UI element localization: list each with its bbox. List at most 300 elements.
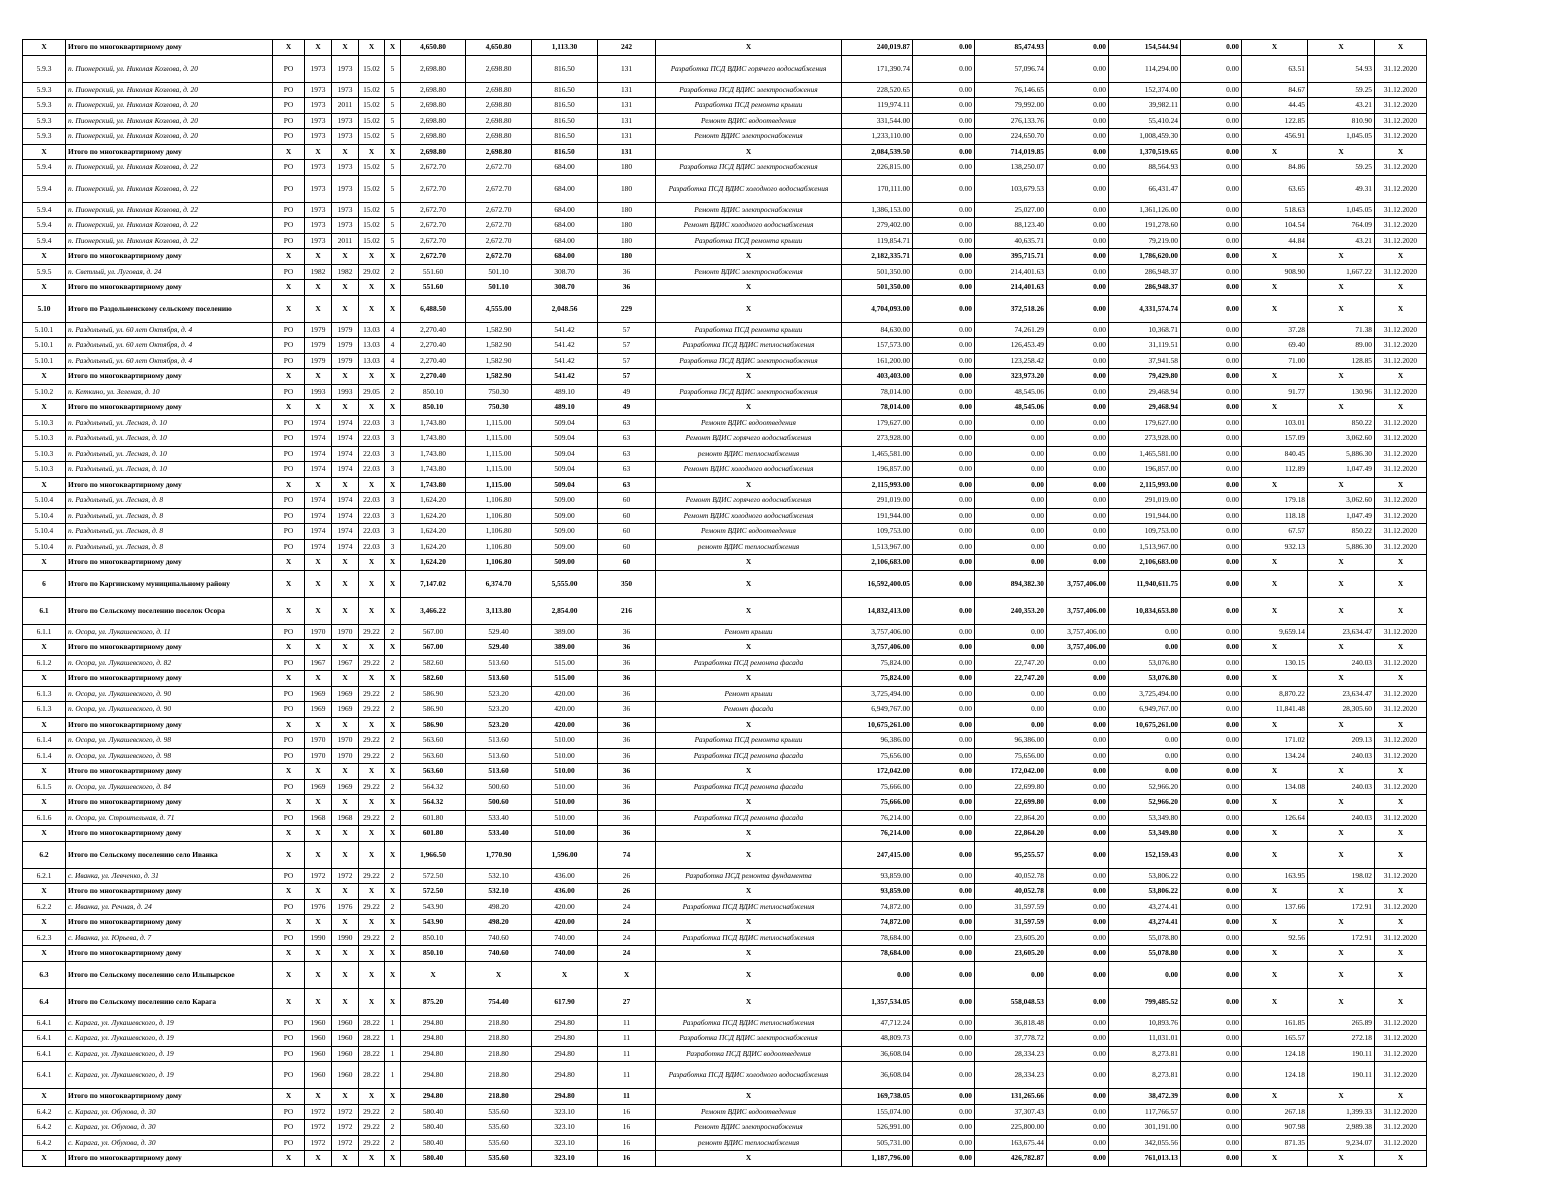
table-cell: ремонт ВДИС теплоснабжения — [656, 1135, 842, 1151]
table-cell: 57,096.74 — [975, 55, 1047, 82]
table-cell: 761,013.13 — [1109, 1151, 1181, 1167]
table-cell: X — [23, 795, 66, 811]
table-cell: 2,698.80 — [401, 129, 466, 145]
table-cell: X — [385, 555, 401, 571]
table-cell: 0.00 — [1047, 1031, 1109, 1047]
table-cell: 0.00 — [975, 555, 1047, 571]
table-row — [23, 1031, 1427, 1047]
table-cell: Разработка ПСД ВДИС теплоснабжения — [656, 930, 842, 946]
table-cell: 1969 — [332, 779, 359, 795]
table-cell: 31.12.2020 — [1375, 810, 1427, 826]
table-cell: 76,214.00 — [842, 826, 913, 842]
table-cell: 22.03 — [359, 415, 385, 431]
table-cell: 0.00 — [1047, 384, 1109, 400]
table-cell: 5,886.30 — [1308, 539, 1375, 555]
table-cell: X — [1375, 764, 1427, 780]
table-row — [23, 160, 1427, 176]
table-cell: 1,370,519.65 — [1109, 144, 1181, 160]
table-cell: 740.00 — [532, 930, 598, 946]
table-cell: 0.00 — [1181, 748, 1242, 764]
table-cell: X — [23, 826, 66, 842]
table-cell: X — [1242, 717, 1308, 733]
table-cell: 75,656.00 — [975, 748, 1047, 764]
table-cell: 0.00 — [913, 322, 975, 338]
table-cell: 294.80 — [401, 1062, 466, 1089]
table-cell: 9,234.07 — [1308, 1135, 1375, 1151]
table-cell: 93,859.00 — [842, 884, 913, 900]
table-cell: 0.00 — [913, 40, 975, 56]
table-cell: 2,698.80 — [466, 113, 532, 129]
table-cell: 0.00 — [1181, 415, 1242, 431]
table-cell: 1973 — [305, 113, 332, 129]
table-cell: X — [332, 1089, 359, 1105]
table-cell: 157.09 — [1242, 431, 1308, 447]
table-cell: 3,757,406.00 — [1047, 640, 1109, 656]
table-cell: 509.04 — [532, 415, 598, 431]
table-cell: 0.00 — [975, 961, 1047, 988]
table-cell: 529.40 — [466, 640, 532, 656]
table-cell: 152,374.00 — [1109, 82, 1181, 98]
table-cell: X — [1308, 40, 1375, 56]
table-cell: 1974 — [332, 508, 359, 524]
table-cell: 532.10 — [466, 884, 532, 900]
table-cell: X — [1308, 249, 1375, 265]
table-cell: 240.03 — [1308, 748, 1375, 764]
table-cell: 0.00 — [1047, 717, 1109, 733]
table-cell: 1973 — [332, 175, 359, 202]
table-cell: 75,666.00 — [842, 779, 913, 795]
table-cell: 2,698.80 — [401, 82, 466, 98]
table-row — [23, 868, 1427, 884]
table-cell: X — [273, 40, 305, 56]
table-cell: 0.00 — [913, 524, 975, 540]
table-cell: X — [1242, 640, 1308, 656]
table-row — [23, 175, 1427, 202]
table-cell: 2,672.70 — [466, 175, 532, 202]
table-cell: X — [305, 915, 332, 931]
table-cell: 0.00 — [1181, 1015, 1242, 1031]
table-cell: X — [1242, 597, 1308, 624]
table-cell: 535.60 — [466, 1135, 532, 1151]
table-cell: 0.00 — [1181, 1151, 1242, 1167]
table-cell: 10,675,261.00 — [1109, 717, 1181, 733]
table-cell: 165.57 — [1242, 1031, 1308, 1047]
table-cell: 16 — [598, 1104, 656, 1120]
table-cell: с. Карага, ул. Обухова, д. 30 — [66, 1135, 273, 1151]
table-cell: 6.3 — [23, 961, 66, 988]
table-cell: X — [656, 144, 842, 160]
table-cell: 510.00 — [532, 733, 598, 749]
table-cell: 15.02 — [359, 55, 385, 82]
table-cell: 22.03 — [359, 524, 385, 540]
table-cell: 1969 — [305, 686, 332, 702]
total-row — [23, 295, 1427, 322]
table-cell: 63.51 — [1242, 55, 1308, 82]
table-cell: X — [1308, 915, 1375, 931]
table-cell: X — [1308, 946, 1375, 962]
table-cell: 49 — [598, 384, 656, 400]
table-cell: 389.00 — [532, 640, 598, 656]
table-cell: 103.01 — [1242, 415, 1308, 431]
table-cell: 308.70 — [532, 264, 598, 280]
table-cell: РО — [273, 264, 305, 280]
table-cell: 16,592,400.05 — [842, 570, 913, 597]
table-cell: 563.60 — [401, 748, 466, 764]
table-cell: X — [656, 884, 842, 900]
table-cell: 501,350.00 — [842, 280, 913, 296]
table-cell: X — [359, 826, 385, 842]
table-cell: X — [1375, 369, 1427, 385]
table-cell: Разработка ПСД ремонта фасада — [656, 748, 842, 764]
table-cell: 31.12.2020 — [1375, 264, 1427, 280]
table-cell: 52,966.20 — [1109, 779, 1181, 795]
table-cell: 580.40 — [401, 1151, 466, 1167]
table-cell: 29,468.94 — [1109, 400, 1181, 416]
table-cell: 38,472.39 — [1109, 1089, 1181, 1105]
table-cell: X — [1242, 764, 1308, 780]
table-cell: 1979 — [305, 338, 332, 354]
table-cell: 489.10 — [532, 400, 598, 416]
table-cell: 22.03 — [359, 539, 385, 555]
table-cell: 2011 — [332, 233, 359, 249]
table-cell: 2 — [385, 384, 401, 400]
table-cell: 134.24 — [1242, 748, 1308, 764]
table-cell: 6.2.3 — [23, 930, 66, 946]
table-cell: Разработка ПСД ВДИС электроснабжения — [656, 160, 842, 176]
table-cell: 2011 — [332, 98, 359, 114]
table-cell: X — [305, 841, 332, 868]
table-cell: 5.10.3 — [23, 462, 66, 478]
table-cell: п. Раздольный, ул. 60 лет Октября, д. 4 — [66, 322, 273, 338]
table-cell: 0.00 — [1047, 524, 1109, 540]
table-cell: 1,399.33 — [1308, 1104, 1375, 1120]
table-cell: 2,672.70 — [401, 233, 466, 249]
table-cell: 31.12.2020 — [1375, 702, 1427, 718]
table-cell: X — [23, 280, 66, 296]
table-cell: 2,270.40 — [401, 369, 466, 385]
table-cell: 1973 — [332, 202, 359, 218]
table-cell: 13.03 — [359, 353, 385, 369]
table-cell: 31.12.2020 — [1375, 1104, 1427, 1120]
table-cell: 103,679.53 — [975, 175, 1047, 202]
table-cell: 1974 — [332, 493, 359, 509]
table-cell: 1972 — [332, 1135, 359, 1151]
table-cell: X — [23, 369, 66, 385]
table-cell: 0.00 — [1181, 129, 1242, 145]
table-cell: X — [385, 1089, 401, 1105]
table-cell: 1,624.20 — [401, 555, 466, 571]
table-cell: 6.2.2 — [23, 899, 66, 915]
table-cell: X — [1375, 884, 1427, 900]
table-cell: X — [23, 1089, 66, 1105]
table-row — [23, 431, 1427, 447]
table-cell: 1974 — [332, 524, 359, 540]
table-cell: 48,545.06 — [975, 384, 1047, 400]
table-cell: 1,582.90 — [466, 353, 532, 369]
table-row — [23, 1135, 1427, 1151]
table-cell: X — [305, 1089, 332, 1105]
table-cell: 5.9.4 — [23, 233, 66, 249]
table-cell: 85,474.93 — [975, 40, 1047, 56]
table-cell: 79,429.80 — [1109, 369, 1181, 385]
table-cell: 31.12.2020 — [1375, 233, 1427, 249]
table-cell: 564.32 — [401, 779, 466, 795]
table-cell: 1,582.90 — [466, 322, 532, 338]
table-cell: 24 — [598, 899, 656, 915]
table-cell: X — [656, 717, 842, 733]
table-cell: 6.1.3 — [23, 686, 66, 702]
table-cell: X — [305, 946, 332, 962]
table-cell: 294.80 — [401, 1015, 466, 1031]
table-row — [23, 702, 1427, 718]
table-cell: 36 — [598, 826, 656, 842]
table-cell: 1,582.90 — [466, 369, 532, 385]
table-cell: 0.00 — [1047, 322, 1109, 338]
table-cell: X — [359, 717, 385, 733]
table-cell: 0.00 — [1047, 202, 1109, 218]
table-cell: X — [1242, 795, 1308, 811]
table-cell: 0.00 — [913, 160, 975, 176]
table-cell: 2 — [385, 930, 401, 946]
table-cell: 0.00 — [1181, 431, 1242, 447]
table-cell: п. Пионерский, ул. Николая Козлова, д. 22 — [66, 175, 273, 202]
table-cell: X — [385, 280, 401, 296]
table-cell: 1,008,459.30 — [1109, 129, 1181, 145]
table-cell: 0.00 — [913, 233, 975, 249]
table-cell: 816.50 — [532, 55, 598, 82]
table-cell: 198.02 — [1308, 868, 1375, 884]
table-cell: 209.13 — [1308, 733, 1375, 749]
table-cell: X — [385, 961, 401, 988]
table-cell: Итого по Сельскому поселению село Карага — [66, 988, 273, 1015]
table-cell: 301,191.00 — [1109, 1120, 1181, 1136]
table-cell: 908.90 — [1242, 264, 1308, 280]
table-cell: 0.00 — [1047, 400, 1109, 416]
table-cell: X — [359, 1151, 385, 1167]
table-cell: X — [385, 249, 401, 265]
table-cell: 1976 — [305, 899, 332, 915]
table-cell: X — [1242, 671, 1308, 687]
table-cell: 4,650.80 — [401, 40, 466, 56]
table-cell: 1974 — [305, 524, 332, 540]
table-cell: 0.00 — [1181, 841, 1242, 868]
table-cell: Разработка ПСД ремонта крыши — [656, 98, 842, 114]
table-cell: Ремонт ВДИС горячего водоснабжения — [656, 493, 842, 509]
table-cell: 89.00 — [1308, 338, 1375, 354]
table-cell: 684.00 — [532, 202, 598, 218]
table-cell: 16 — [598, 1120, 656, 1136]
table-cell: 342,055.56 — [1109, 1135, 1181, 1151]
table-cell: X — [305, 961, 332, 988]
table-cell: 179,627.00 — [842, 415, 913, 431]
table-cell: 75,666.00 — [842, 795, 913, 811]
table-cell: 1973 — [332, 160, 359, 176]
table-cell: 532.10 — [466, 868, 532, 884]
table-cell: Итого по многоквартирному дому — [66, 555, 273, 571]
table-cell: X — [1375, 841, 1427, 868]
table-cell: 179,627.00 — [1109, 415, 1181, 431]
table-cell: 2 — [385, 733, 401, 749]
table-cell: 0.00 — [1181, 40, 1242, 56]
table-cell: 36 — [598, 764, 656, 780]
table-cell: 191,944.00 — [1109, 508, 1181, 524]
table-cell: 816.50 — [532, 82, 598, 98]
table-cell: X — [23, 717, 66, 733]
table-cell: 509.04 — [532, 446, 598, 462]
table-cell: 1974 — [305, 431, 332, 447]
table-cell: 128.85 — [1308, 353, 1375, 369]
table-cell: 36,818.48 — [975, 1015, 1047, 1031]
table-cell: X — [305, 764, 332, 780]
table-cell: Разработка ПСД ВДИС водоотведения — [656, 1046, 842, 1062]
table-cell: с. Иванка, ул. Левченко, д. 31 — [66, 868, 273, 884]
total-row — [23, 369, 1427, 385]
table-cell: 3,113.80 — [466, 597, 532, 624]
table-cell: X — [656, 640, 842, 656]
table-cell: X — [385, 764, 401, 780]
table-cell: 0.00 — [1047, 144, 1109, 160]
table-cell: 505,731.00 — [842, 1135, 913, 1151]
table-cell: 47,712.24 — [842, 1015, 913, 1031]
table-cell: 229 — [598, 295, 656, 322]
table-cell: 0.00 — [1181, 624, 1242, 640]
table-cell: 2,270.40 — [401, 353, 466, 369]
table-cell: 169,738.05 — [842, 1089, 913, 1105]
table-cell: Итого по Каргинскому муниципальному району — [66, 570, 273, 597]
table-cell: X — [332, 946, 359, 962]
table-cell: РО — [273, 493, 305, 509]
table-cell: 5.10.1 — [23, 353, 66, 369]
table-cell: 228,520.65 — [842, 82, 913, 98]
table-cell: X — [359, 555, 385, 571]
table-cell: 586.90 — [401, 702, 466, 718]
table-cell: 0.00 — [975, 640, 1047, 656]
table-cell: 0.00 — [1047, 686, 1109, 702]
table-cell: 1970 — [305, 624, 332, 640]
table-cell: 214,401.63 — [975, 264, 1047, 280]
table-row — [23, 1062, 1427, 1089]
table-cell: 518.63 — [1242, 202, 1308, 218]
table-cell: п. Пионерский, ул. Николая Козлова, д. 22 — [66, 233, 273, 249]
table-cell: 0.00 — [913, 175, 975, 202]
table-cell: X — [1242, 988, 1308, 1015]
table-cell: 36,608.04 — [842, 1062, 913, 1089]
table-cell: 2,115,993.00 — [842, 477, 913, 493]
table-cell: РО — [273, 1015, 305, 1031]
table-cell: 1,667.22 — [1308, 264, 1375, 280]
table-cell: 1967 — [305, 655, 332, 671]
table-cell: 1990 — [332, 930, 359, 946]
table-cell: 0.00 — [1047, 841, 1109, 868]
table-cell: 510.00 — [532, 764, 598, 780]
table-cell: с. Карага, ул. Лукашевского, д. 19 — [66, 1062, 273, 1089]
table-cell: 3,757,406.00 — [1047, 570, 1109, 597]
table-cell: 0.00 — [913, 899, 975, 915]
table-cell: 523.20 — [466, 686, 532, 702]
table-cell: X — [1242, 249, 1308, 265]
table-cell: 60 — [598, 508, 656, 524]
table-cell: 564.32 — [401, 795, 466, 811]
table-cell: 1970 — [332, 733, 359, 749]
table-cell: X — [1375, 570, 1427, 597]
total-row — [23, 640, 1427, 656]
table-cell: 22.03 — [359, 508, 385, 524]
table-cell: 16 — [598, 1135, 656, 1151]
table-cell: X — [1308, 717, 1375, 733]
table-cell: X — [273, 144, 305, 160]
table-cell: 5.9.3 — [23, 55, 66, 82]
table-cell: 323.10 — [532, 1104, 598, 1120]
table-cell: 3 — [385, 415, 401, 431]
table-cell: Ремонт ВДИС водоотведения — [656, 1104, 842, 1120]
table-cell: 57 — [598, 353, 656, 369]
table-cell: 15.02 — [359, 202, 385, 218]
table-cell: 0.00 — [1181, 810, 1242, 826]
table-cell: 0.00 — [913, 539, 975, 555]
total-row — [23, 1089, 1427, 1105]
table-cell: X — [273, 717, 305, 733]
table-cell: 0.00 — [913, 129, 975, 145]
table-cell: 15.02 — [359, 175, 385, 202]
table-cell: X — [1375, 555, 1427, 571]
table-cell: X — [1308, 1089, 1375, 1105]
table-cell: Итого по многоквартирному дому — [66, 915, 273, 931]
table-cell: X — [332, 477, 359, 493]
table-cell: 294.80 — [401, 1089, 466, 1105]
table-cell: X — [1308, 988, 1375, 1015]
table-cell: 109,753.00 — [1109, 524, 1181, 540]
table-cell: 816.50 — [532, 98, 598, 114]
table-cell: 22,864.20 — [975, 810, 1047, 826]
table-cell: РО — [273, 539, 305, 555]
table-cell: X — [273, 915, 305, 931]
table-cell: X — [385, 988, 401, 1015]
table-row — [23, 1046, 1427, 1062]
table-cell: 31.12.2020 — [1375, 1046, 1427, 1062]
table-cell: 389.00 — [532, 624, 598, 640]
table-cell: 2,672.70 — [401, 202, 466, 218]
table-cell: 11 — [598, 1062, 656, 1089]
table-cell: 63 — [598, 477, 656, 493]
table-cell: X — [1242, 570, 1308, 597]
table-cell: 1,770.90 — [466, 841, 532, 868]
table-cell: 36 — [598, 810, 656, 826]
table-cell: 1960 — [305, 1015, 332, 1031]
table-cell: 43,274.41 — [1109, 899, 1181, 915]
table-cell: 171.02 — [1242, 733, 1308, 749]
table-cell: 740.60 — [466, 946, 532, 962]
table-cell: X — [359, 961, 385, 988]
table-cell: 22.03 — [359, 493, 385, 509]
table-cell: 0.00 — [913, 915, 975, 931]
table-cell: 2,106,683.00 — [1109, 555, 1181, 571]
table-cell: X — [359, 400, 385, 416]
table-cell: 31.12.2020 — [1375, 55, 1427, 82]
table-cell: 5.10.2 — [23, 384, 66, 400]
table-cell: 71.00 — [1242, 353, 1308, 369]
table-cell: 684.00 — [532, 233, 598, 249]
table-cell: 294.80 — [532, 1062, 598, 1089]
table-cell: 286,948.37 — [1109, 264, 1181, 280]
table-cell: X — [1375, 671, 1427, 687]
table-cell: 1972 — [305, 1104, 332, 1120]
table-cell: 0.00 — [1047, 175, 1109, 202]
table-cell: 27 — [598, 988, 656, 1015]
table-cell: Ремонт крыши — [656, 624, 842, 640]
table-cell: X — [359, 795, 385, 811]
table-cell: 172,042.00 — [842, 764, 913, 780]
table-cell: 0.00 — [1047, 555, 1109, 571]
